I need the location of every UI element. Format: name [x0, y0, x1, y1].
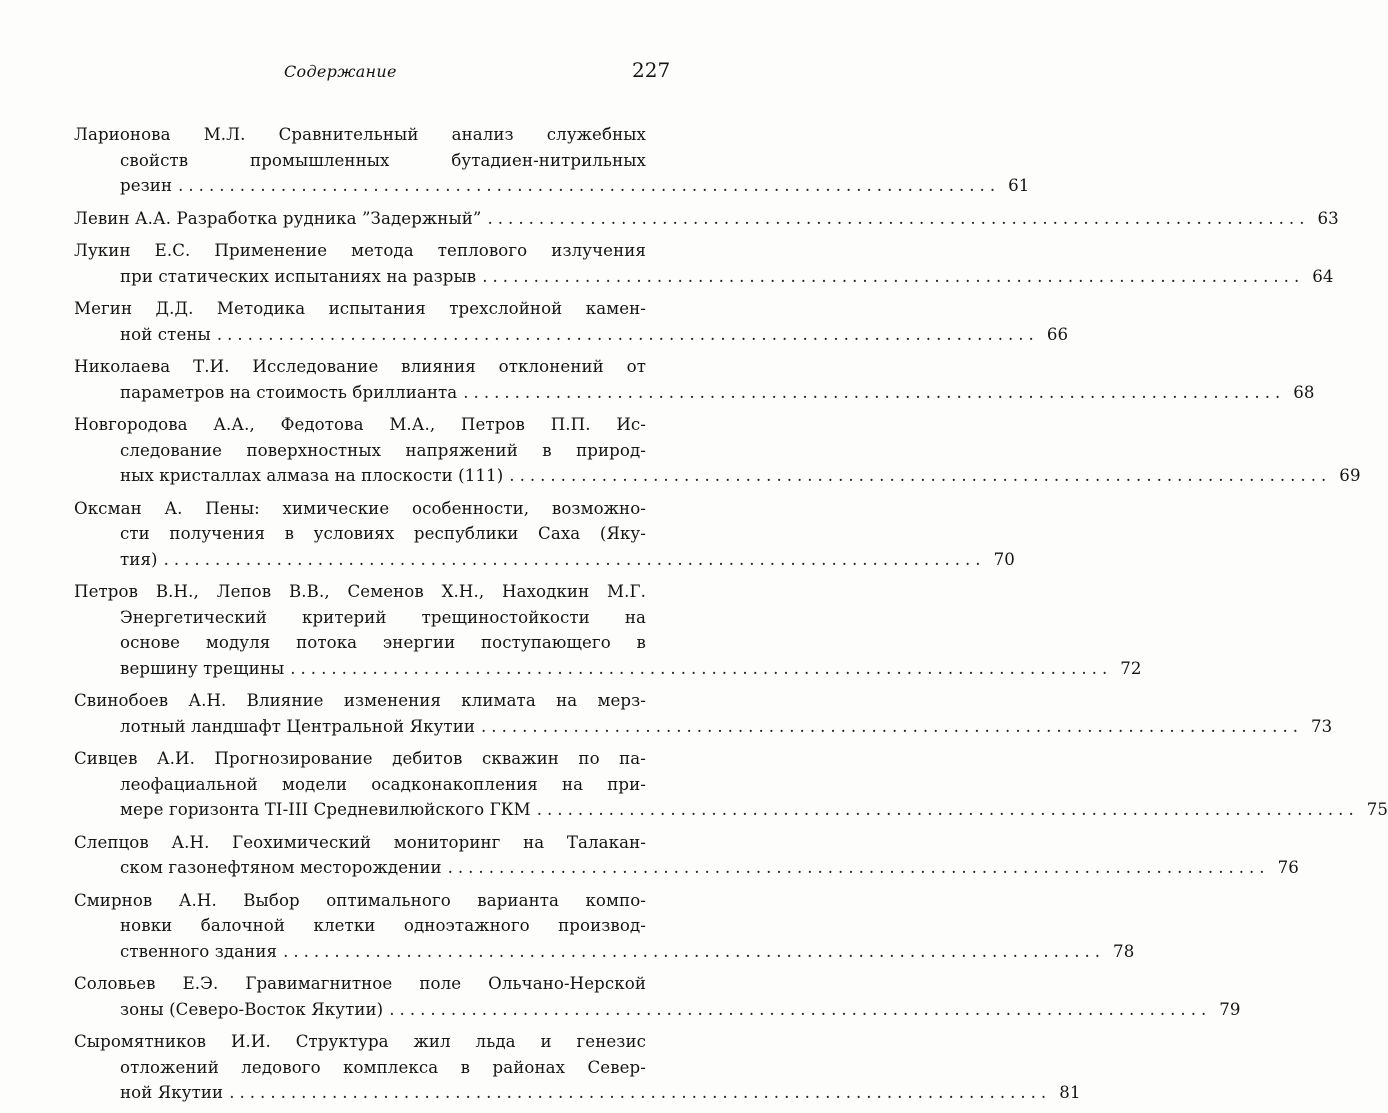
toc-entry-line: зоны (Северо-Восток Якутии): [120, 999, 384, 1019]
toc-entry-line: тия): [120, 549, 158, 569]
dot-leader: ................................................................................: [216, 324, 1039, 344]
toc-entry-final-line: [74, 797, 1388, 823]
toc-entry: [74, 746, 1388, 823]
toc-entry-line: Мегин Д.Д. Методика испытания трехслойной камен-: [74, 299, 646, 318]
dot-leader: ................................................................................: [447, 858, 1270, 877]
toc-entry-line: Сивцев А.И. Прогнозирование дебитов скважин по па-: [74, 749, 646, 768]
toc-page-number: 72: [1120, 658, 1142, 678]
toc-entry-line: Смирнов А.Н. Выбор оптимального варианта компо-: [74, 890, 646, 910]
toc-entry: [74, 1029, 1081, 1106]
toc-page-number: 61: [1008, 176, 1030, 195]
toc-entry-line: Левин А.А. Разработка рудника ”Задержный”: [74, 208, 482, 228]
dot-leader: ................................................................................: [163, 549, 986, 569]
toc-entry-line: ной стены: [120, 324, 211, 344]
dot-leader: ................................................................................: [509, 466, 1332, 485]
toc-entry-final-line: [74, 1080, 1081, 1106]
dot-leader: ................................................................................: [290, 658, 1113, 678]
toc-entry-final-line: [74, 855, 1299, 881]
toc-entry-line: вершину трещины: [120, 658, 285, 678]
toc-entry: [74, 579, 1142, 681]
toc-page-number: 79: [1219, 999, 1241, 1019]
toc-entry: [74, 412, 1361, 489]
toc-entry-line: ственного здания: [120, 941, 278, 961]
toc-entry-line: Соловьев Е.Э. Гравимагнитное поле Ольчано-Нерской: [74, 974, 646, 993]
toc-entry-final-line: [74, 714, 1333, 740]
toc-page-number: 69: [1339, 466, 1361, 485]
toc-entry-line: при статических испытаниях на разрыв: [120, 266, 477, 286]
toc-entry: [74, 971, 1241, 1022]
toc-entry-line: Николаева Т.И. Исследование влияния отклонений от: [74, 357, 646, 376]
toc-entry-final-line: [74, 939, 1135, 965]
toc-entry: [74, 888, 1135, 965]
dot-leader: ................................................................................: [482, 266, 1305, 286]
table-of-contents: [74, 122, 1388, 1113]
running-title: Содержание: [284, 62, 397, 81]
dot-leader: ................................................................................: [463, 382, 1286, 402]
dot-leader: ................................................................................: [178, 176, 1001, 195]
toc-entry: [74, 206, 1339, 232]
running-header: [0, 58, 731, 88]
toc-page-number: 66: [1046, 324, 1069, 344]
toc-entry-line: Новгородова А.А., Федотова М.А., Петров П.П. Ис-: [74, 415, 646, 434]
toc-entry-line: Слепцов А.Н. Геохимический мониторинг на Талакан-: [74, 832, 646, 852]
toc-entry-line: сти получения в условиях республики Саха (Яку-: [120, 524, 646, 543]
toc-page-number: 76: [1277, 858, 1299, 877]
toc-entry-line: резин: [120, 176, 173, 195]
dot-leader: ................................................................................: [536, 800, 1359, 819]
toc-entry-final-line: [74, 264, 1334, 290]
toc-page-number: 75: [1366, 800, 1388, 819]
toc-entry-line: Оксман А. Пены: химические особенности, возможно-: [74, 498, 646, 518]
toc-entry-line: леофациальной модели осадконакопления на при-: [120, 774, 646, 794]
toc-entry-line: ных кристаллах алмаза на плоскости (111): [120, 466, 504, 485]
toc-page-number: 81: [1059, 1083, 1081, 1102]
toc-page-number: 68: [1293, 382, 1315, 402]
toc-entry-line: новки балочной клетки одноэтажного производ-: [120, 916, 646, 935]
toc-entry-line: Энергетический критерий трещиностойкости на: [120, 607, 646, 627]
toc-entry: [74, 496, 1015, 573]
toc-entry-final-line: [74, 997, 1241, 1023]
toc-page-number: 73: [1311, 716, 1333, 736]
toc-page-number: 63: [1317, 208, 1339, 228]
toc-entry-final-line: [74, 380, 1315, 406]
toc-entry-line: свойств промышленных бутадиен-нитрильных: [120, 150, 646, 170]
dot-leader: ................................................................................: [481, 716, 1304, 736]
toc-entry-line: Свинобоев А.Н. Влияние изменения климата на мерз-: [74, 691, 646, 710]
toc-entry-line: параметров на стоимость бриллианта: [120, 382, 458, 402]
toc-entry-final-line: [74, 547, 1015, 573]
toc-entry-line: ной Якутии: [120, 1083, 224, 1102]
toc-entry-final-line: [74, 322, 1069, 348]
toc-page-number: 64: [1312, 266, 1334, 286]
toc-page-number: 70: [993, 549, 1015, 569]
toc-entry: [74, 238, 1334, 289]
toc-entry-line: Сыромятников И.И. Структура жил льда и генезис: [74, 1032, 646, 1051]
toc-entry: [74, 688, 1333, 739]
toc-entry-line: ском газонефтяном месторождении: [120, 858, 442, 877]
toc-entry-line: Ларионова М.Л. Сравнительный анализ служебных: [74, 125, 646, 144]
dot-leader: ................................................................................: [229, 1083, 1052, 1102]
dot-leader: ................................................................................: [389, 999, 1212, 1019]
toc-entry-final-line: [74, 463, 1361, 489]
toc-entry-line: лотный ландшафт Центральной Якутии: [120, 716, 476, 736]
toc-entry-line: следование поверхностных напряжений в природ-: [120, 440, 646, 460]
toc-entry-final-line: [74, 173, 1030, 199]
toc-entry: [74, 296, 1069, 347]
toc-entry-line: отложений ледового комплекса в районах Север-: [120, 1057, 646, 1077]
dot-leader: ................................................................................: [487, 208, 1310, 228]
toc-entry-line: основе модуля потока энергии поступающего в: [120, 633, 646, 652]
toc-entry-line: мере горизонта ТI-III Средневилюйского ГКМ: [120, 800, 531, 819]
toc-entry-final-line: [74, 206, 1339, 232]
toc-entry-line: Лукин Е.С. Применение метода теплового излучения: [74, 241, 646, 260]
toc-entry-final-line: [74, 656, 1142, 682]
page-number: 227: [632, 58, 671, 82]
toc-entry-line: Петров В.Н., Лепов В.В., Семенов Х.Н., Находкин М.Г.: [74, 582, 646, 601]
toc-entry: [74, 830, 1299, 881]
toc-entry: [74, 354, 1315, 405]
toc-page-number: 78: [1113, 941, 1135, 961]
dot-leader: ................................................................................: [283, 941, 1106, 961]
toc-entry: [74, 122, 1030, 199]
